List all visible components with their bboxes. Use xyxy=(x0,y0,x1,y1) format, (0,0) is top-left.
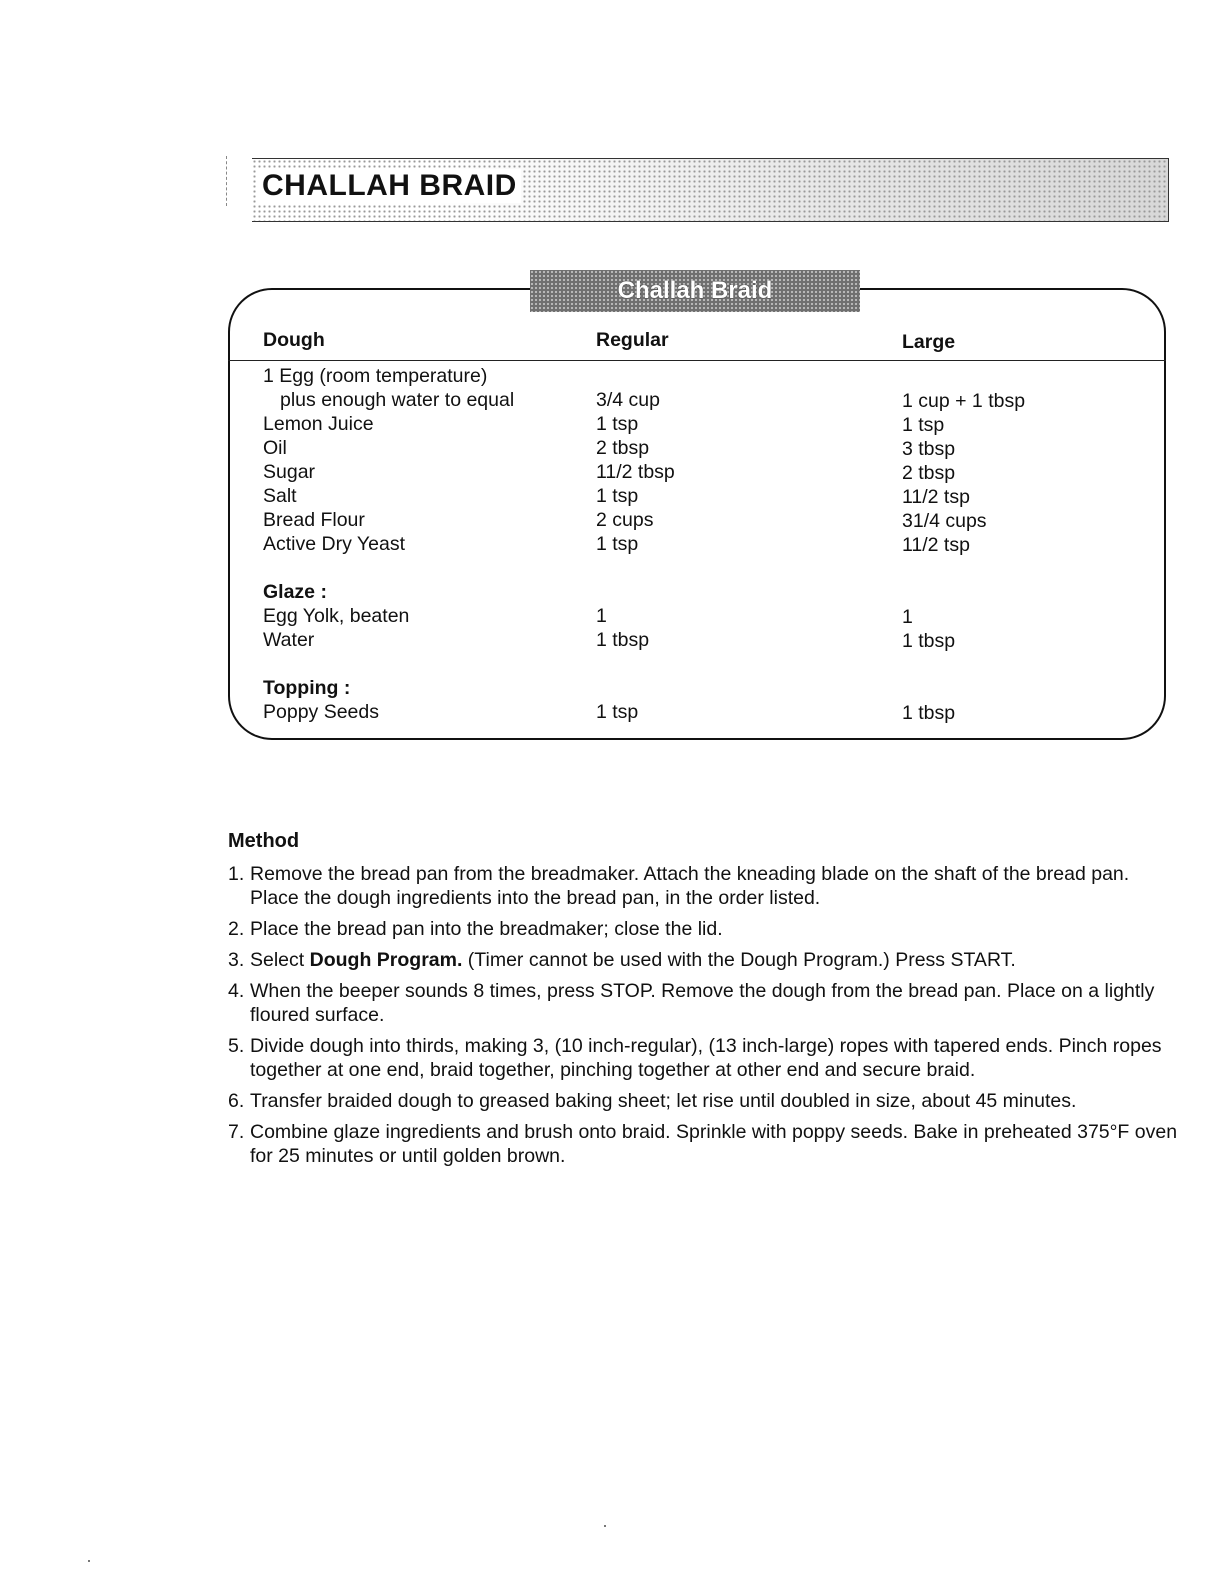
regular-amount: 1 tsp xyxy=(596,533,639,555)
method-step xyxy=(228,948,1178,972)
step-text-part: Place the bread pan into the breadmaker; close the lid. xyxy=(250,918,723,940)
step-number: 1. xyxy=(228,863,245,885)
large-amount: 1 tsp xyxy=(902,414,945,436)
card-label xyxy=(530,270,860,312)
page-title: CHALLAH BRAID xyxy=(258,169,521,203)
large-amount: 11/2 tsp xyxy=(902,534,970,556)
step-text xyxy=(250,1034,1178,1082)
step-number: 7. xyxy=(228,1121,245,1143)
title-banner xyxy=(252,158,1169,222)
regular-amount: 1 tsp xyxy=(596,413,639,435)
ingredient-name: plus enough water to equal xyxy=(280,389,515,411)
step-number: 2. xyxy=(228,918,245,940)
ingredient-name: Water xyxy=(263,629,315,651)
method-steps xyxy=(228,862,1178,1175)
method-step xyxy=(228,1120,1178,1168)
ingredient-name: Lemon Juice xyxy=(263,413,374,435)
step-text xyxy=(250,948,1178,972)
step-number: 6. xyxy=(228,1090,245,1112)
header-dough: Dough xyxy=(263,329,325,351)
large-amount: 2 tbsp xyxy=(902,462,956,484)
method-step xyxy=(228,862,1178,910)
header-large: Large xyxy=(902,331,956,353)
scan-edge-mark xyxy=(226,156,229,206)
regular-amount: 3/4 cup xyxy=(596,389,660,411)
method-step xyxy=(228,917,1178,941)
large-amount: 3 tbsp xyxy=(902,438,956,460)
step-number: 3. xyxy=(228,949,245,971)
regular-amount: 2 cups xyxy=(596,509,654,531)
ingredient-name: Bread Flour xyxy=(263,509,365,531)
large-amount: 1 cup + 1 tbsp xyxy=(902,390,1026,412)
ingredient-name: 1 Egg (room temperature) xyxy=(263,365,488,387)
step-text-part: When the beeper sounds 8 times, press STOP. Remove the dough from the bread pan. Place on a lightly floured surface. xyxy=(250,980,1155,1026)
step-text-part: Select xyxy=(250,949,310,971)
ingredient-name: Active Dry Yeast xyxy=(263,533,405,555)
large-amount: 1 tbsp xyxy=(902,630,956,652)
ingredient-name: Poppy Seeds xyxy=(263,701,380,723)
method-heading: Method xyxy=(228,830,300,852)
scan-speck xyxy=(604,1525,606,1527)
step-text-bold: Dough Program. xyxy=(309,949,463,971)
step-text xyxy=(250,1120,1178,1168)
regular-amount: 1 tbsp xyxy=(596,629,650,651)
method-step xyxy=(228,979,1178,1027)
large-amount: 1 xyxy=(902,606,913,628)
step-number: 4. xyxy=(228,980,245,1002)
step-text-part: Transfer braided dough to greased baking sheet; let rise until doubled in size, about 45 minutes. xyxy=(250,1090,1077,1112)
large-amount: 31/4 cups xyxy=(902,510,987,532)
glaze-heading: Glaze : xyxy=(263,581,327,603)
step-text-part: Divide dough into thirds, making 3, (10 inch-regular), (13 inch-large) ropes with tapered ends. Pinch ropes together at one end, braid together, pinching together at other end and secure braid. xyxy=(250,1035,1162,1081)
method-step xyxy=(228,1089,1178,1113)
step-text-part: (Timer cannot be used with the Dough Program.) Press START. xyxy=(462,949,1016,971)
header-regular: Regular xyxy=(596,329,669,351)
large-amount: 11/2 tsp xyxy=(902,486,970,508)
scan-speck xyxy=(88,1560,90,1562)
step-text xyxy=(250,1089,1178,1113)
regular-amount: 1 xyxy=(596,605,607,627)
topping-heading: Topping : xyxy=(263,677,351,699)
regular-amount: 1 tsp xyxy=(596,485,639,507)
ingredient-name: Sugar xyxy=(263,461,316,483)
large-amount: 1 tbsp xyxy=(902,702,956,724)
card-label-text: Challah Braid xyxy=(617,277,773,304)
regular-amount: 11/2 tbsp xyxy=(596,461,675,483)
step-text-part: Remove the bread pan from the breadmaker. Attach the kneading blade on the shaft of the bread pan. Place the dough ingredients into the bread pan, in the order listed. xyxy=(250,863,1130,909)
step-text xyxy=(250,979,1178,1027)
step-text xyxy=(250,862,1178,910)
ingredient-name: Oil xyxy=(263,437,287,459)
method-step xyxy=(228,1034,1178,1082)
regular-amount: 2 tbsp xyxy=(596,437,650,459)
header-rule xyxy=(228,360,1166,361)
step-number: 5. xyxy=(228,1035,245,1057)
step-text-part: Combine glaze ingredients and brush onto braid. Sprinkle with poppy seeds. Bake in preheated 375°F oven for 25 minutes or until golden brown. xyxy=(250,1121,1178,1167)
ingredient-name: Salt xyxy=(263,485,297,507)
ingredients-card xyxy=(228,288,1166,740)
ingredient-name: Egg Yolk, beaten xyxy=(263,605,410,627)
step-text xyxy=(250,917,1178,941)
regular-amount: 1 tsp xyxy=(596,701,639,723)
